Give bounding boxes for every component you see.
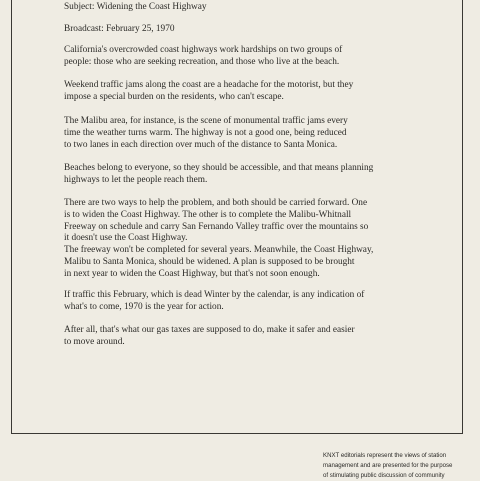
paragraph-line: is to widen the Coast Highway. The other is to complete the Malibu-Whitnall	[64, 209, 352, 220]
subject-line: Subject: Widening the Coast Highway	[64, 2, 207, 12]
paragraph-line: After all, that's what our gas taxes are supposed to do, make it safer and easier	[64, 325, 355, 335]
paragraph	[64, 245, 456, 280]
paragraph	[64, 163, 456, 187]
paragraph-line: If traffic this February, which is dead Winter by the calendar, is any indication of	[64, 290, 365, 300]
broadcast-date: Broadcast: February 25, 1970	[64, 24, 175, 34]
disclaimer-line: of stimulating public discussion of community	[323, 472, 445, 479]
paragraph-line: to two lanes in each direction over much of the distance to Santa Monica.	[64, 139, 338, 150]
paragraph-line: highways to let the people reach them.	[64, 174, 208, 185]
paragraph-line: time the weather turns warm. The highway is not a good one, being reduced	[64, 127, 347, 138]
station-disclaimer	[323, 451, 480, 481]
paragraph-line: There are two ways to help the problem, and both should be carried forward. One	[64, 198, 368, 208]
paragraph-line: what's to come, 1970 is the year for action.	[64, 301, 224, 312]
paragraph	[64, 80, 456, 104]
paragraph	[64, 116, 456, 151]
paragraph	[64, 45, 456, 69]
paragraph-line: it doesn't use the Coast Highway.	[64, 233, 188, 244]
paragraph-line: to move around.	[64, 336, 125, 347]
paragraph	[64, 325, 456, 349]
paragraph	[64, 290, 456, 314]
paragraph-line: The freeway won't be completed for several years. Meanwhile, the Coast Highway,	[64, 245, 374, 255]
disclaimer-line: management and are presented for the purpose	[323, 462, 453, 469]
paragraph-line: California's overcrowded coast highways work hardships on two groups of	[64, 45, 343, 55]
paragraph-line: in next year to widen the Coast Highway, but that's not soon enough.	[64, 268, 320, 279]
paragraph-line: Freeway on schedule and carry San Fernando Valley traffic over the mountains so	[64, 221, 369, 232]
paragraph	[64, 198, 456, 245]
paragraph-line: Beaches belong to everyone, so they should be accessible, and that means planning	[64, 163, 374, 173]
paragraph-line: impose a special burden on the residents, who can't escape.	[64, 91, 284, 102]
paragraph-line: Malibu to Santa Monica, should be widened. A plan is supposed to be brought	[64, 256, 355, 267]
paragraph-line: The Malibu area, for instance, is the scene of monumental traffic jams every	[64, 116, 348, 126]
paragraph-line: Weekend traffic jams along the coast are a headache for the motorist, but they	[64, 80, 354, 90]
paragraph-line: people: those who are seeking recreation, and those who live at the beach.	[64, 56, 340, 67]
disclaimer-line: KNXT editorials represent the views of station	[323, 452, 447, 459]
